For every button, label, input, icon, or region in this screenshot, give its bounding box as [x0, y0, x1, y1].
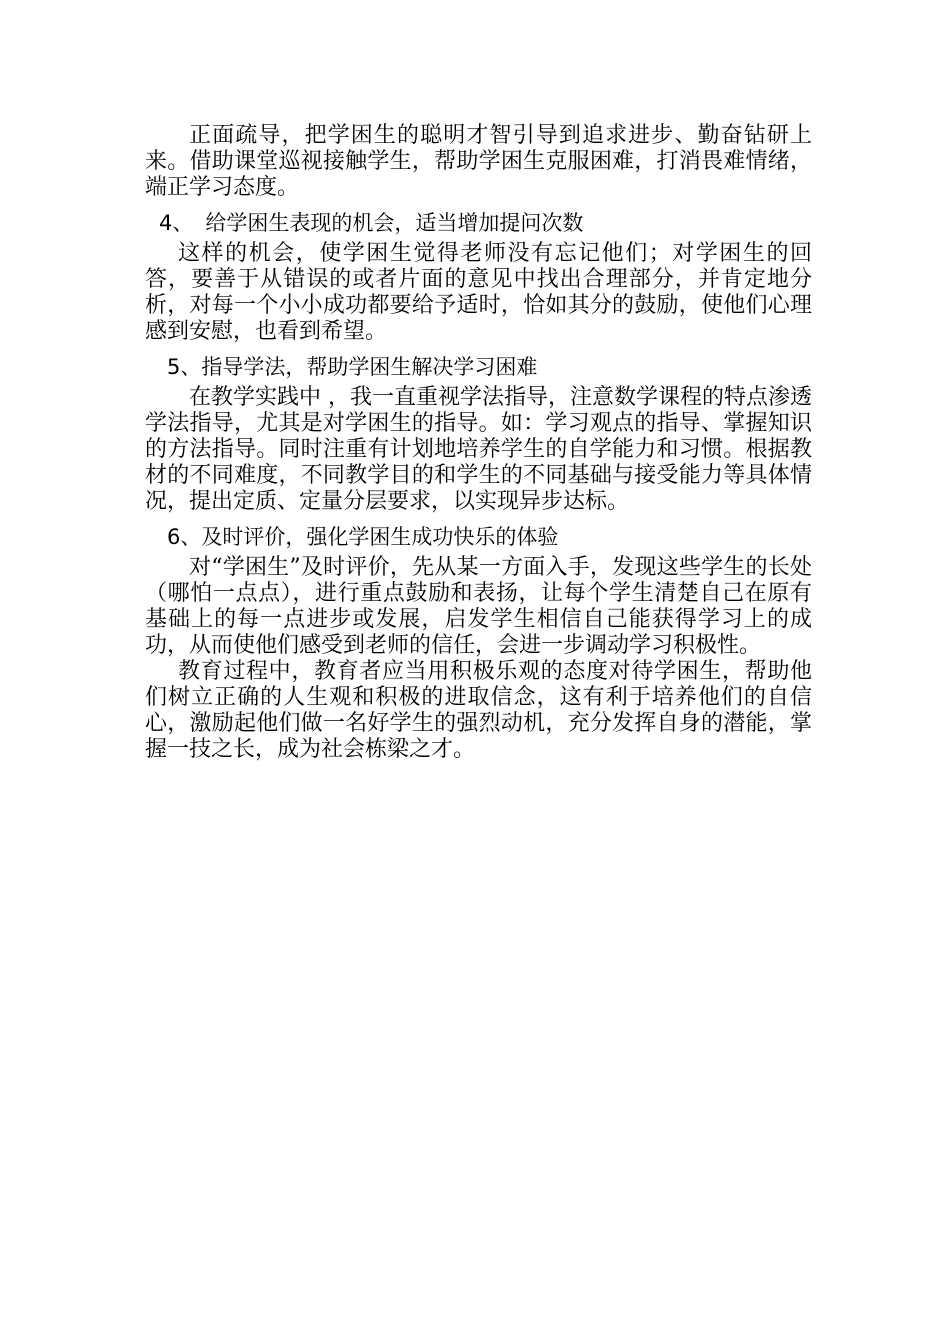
heading-section-6: 6、及时评价，强化学困生成功快乐的体验: [167, 525, 559, 549]
heading-section-4-number: 4、: [159, 211, 194, 235]
paragraph-conclusion: 教育过程中，教育者应当用积极乐观的态度对待学困生，帮助他们树立正确的人生观和积极的进取信念，这有利于培养他们的自信心，激励起他们做一名好学生的强烈动机，充分发挥自身的潜能，掌握一技之长，成为社会栋梁之才。: [145, 659, 812, 762]
document-body: [145, 123, 812, 763]
paragraph-study-method: 在教学实践中 ，我一直重视学法指导，注意数学课程的特点渗透学法指导，尤其是对学困生的指导。如：学习观点的指导、掌握知识的方法指导。同时注重有计划地培养学生的自学能力和习惯。根据教材的不同难度，不同教学目的和学生的不同基础与接受能力等具体情况，提出定质、定量分层要求，以实现异步达标。: [145, 385, 812, 514]
heading-section-5: 5、指导学法，帮助学困生解决学习困难: [167, 355, 538, 379]
paragraph-evaluation: 对“学困生”及时评价，先从某一方面入手，发现这些学生的长处（哪怕一点点），进行重点鼓励和表扬，让每个学生清楚自己在原有基础上的每一点进步或发展，启发学生相信自己能获得学习上的成功，从而使他们感受到老师的信任，会进一步调动学习积极性。: [145, 555, 812, 658]
paragraph-guidance: 正面疏导，把学困生的聪明才智引导到追求进步、勤奋钻研上来。借助课堂巡视接触学生，帮助学困生克服困难，打消畏难情绪，端正学习态度。: [145, 123, 812, 200]
heading-section-4: [145, 209, 812, 237]
heading-section-4-text: 给学困生表现的机会，适当增加提问次数: [205, 211, 584, 235]
paragraph-opportunity: 这样的机会，使学困生觉得老师没有忘记他们；对学困生的回答，要善于从错误的或者片面的意见中找出合理部分，并肯定地分析，对每一个小小成功都要给予适时，恰如其分的鼓励，使他们心理感到安慰，也看到希望。: [145, 241, 812, 344]
